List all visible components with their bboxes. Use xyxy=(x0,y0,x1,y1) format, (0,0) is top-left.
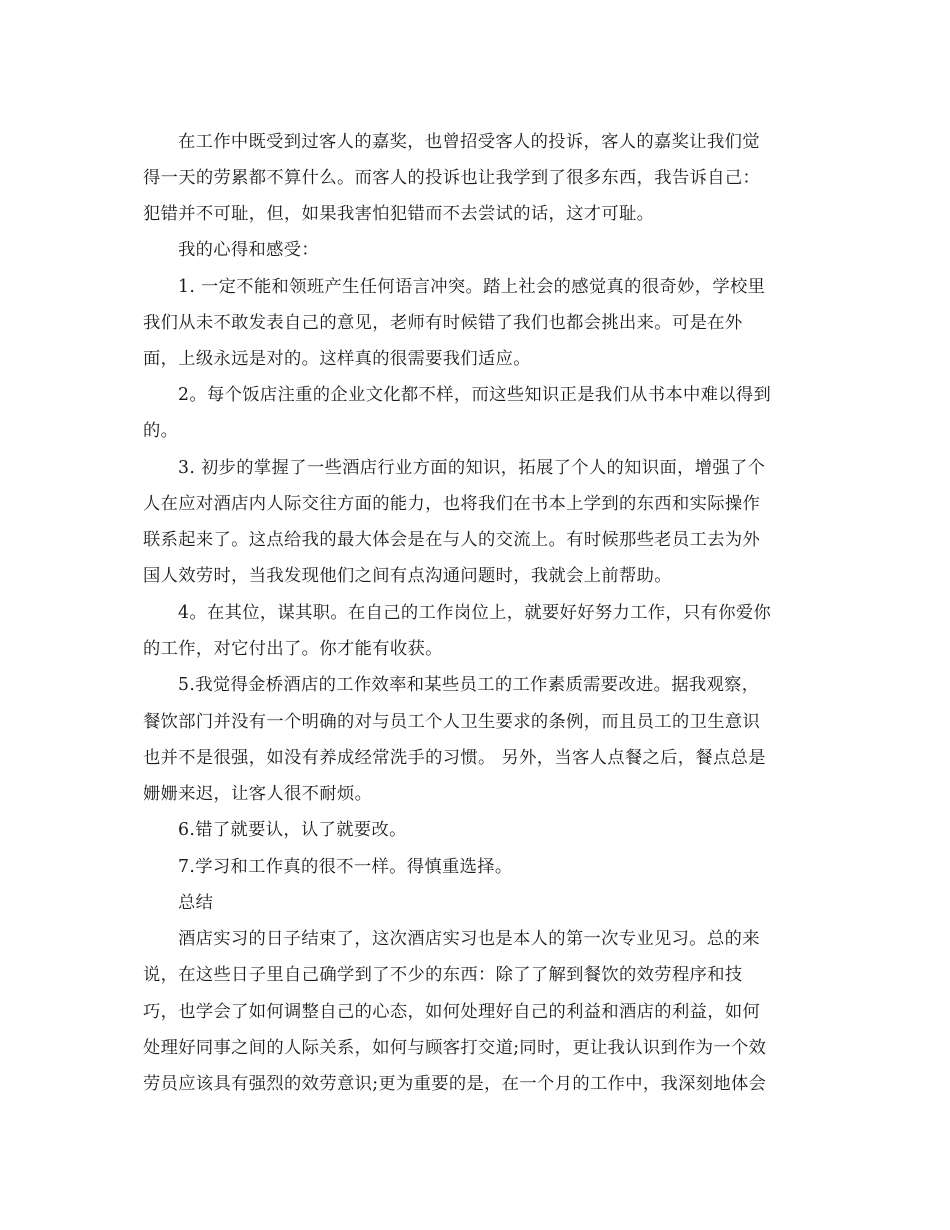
paragraph-line: 处理好同事之间的人际关系，如何与顾客打交道;同时，更让我认识到作为一个效 xyxy=(143,1038,767,1058)
list-item-line: 人在应对酒店内人际交往方面的能力，也将我们在书本上学到的东西和实际操作 xyxy=(143,494,761,514)
list-item-line: 的。 xyxy=(143,421,179,441)
list-item-line: 国人效劳时，当我发现他们之间有点沟通问题时，我就会上前帮助。 xyxy=(143,566,672,586)
paragraph-line: 犯错并不可耻，但，如果我害怕犯错而不去尝试的话，这才可耻。 xyxy=(143,204,655,224)
paragraph-line: 得一天的劳累都不算什么。而客人的投诉也让我学到了很多东西，我告诉自己： xyxy=(143,168,761,188)
list-item-line: 2。每个饭店注重的企业文化都不样，而这些知识正是我们从书本中难以得到 xyxy=(178,385,772,405)
list-item-line: 面，上级永远是对的。这样真的很需要我们适应。 xyxy=(143,349,531,369)
paragraph-line: 说，在这些日子里自己确学到了不少的东西：除了了解到餐饮的效劳程序和技 xyxy=(143,965,743,985)
list-item-line: 4。在其位，谋其职。在自己的工作岗位上，就要好好努力工作，只有你爱你 xyxy=(178,603,772,623)
paragraph-line: 酒店实习的日子结束了，这次酒店实习也是本人的第一次专业见习。总的来 xyxy=(178,929,760,949)
list-item-line: 我们从未不敢发表自己的意见，老师有时候错了我们也都会挑出来。可是在外 xyxy=(143,313,743,333)
list-item-line: 7.学习和工作真的很不一样。得慎重选择。 xyxy=(178,857,513,877)
list-item-line: 也并不是很强，如没有养成经常洗手的习惯。 另外，当客人点餐之后，餐点总是 xyxy=(143,748,766,768)
list-item-line: 姗姗来迟，让客人很不耐烦。 xyxy=(143,784,373,804)
list-item-line: 联系起来了。这点给我的最大体会是在与人的交流上。有时候那些老员工去为外 xyxy=(143,530,761,550)
list-item-line: 餐饮部门并没有一个明确的对与员工个人卫生要求的条例，而且员工的卫生意识 xyxy=(143,712,761,732)
paragraph-line: 在工作中既受到过客人的嘉奖，也曾招受客人的投诉，客人的嘉奖让我们觉 xyxy=(178,132,760,152)
list-item-line: 1. 一定不能和领班产生任何语言冲突。踏上社会的感觉真的很奇妙，学校里 xyxy=(178,277,766,297)
list-item-line: 3. 初步的掌握了一些酒店行业方面的知识，拓展了个人的知识面，增强了个 xyxy=(178,458,766,478)
section-heading: 我的心得和感受： xyxy=(178,240,320,260)
list-item-line: 5.我觉得金桥酒店的工作效率和某些员工的工作素质需要改进。据我观察， xyxy=(178,675,760,695)
paragraph-line: 巧，也学会了如何调整自己的心态，如何处理好自己的利益和酒店的利益，如何 xyxy=(143,1002,761,1022)
section-heading: 总结 xyxy=(178,893,214,913)
list-item-line: 6.错了就要认，认了就要改。 xyxy=(178,820,407,840)
paragraph-line: 劳员应该具有强烈的效劳意识;更为重要的是，在一个月的工作中，我深刻地体会 xyxy=(143,1074,767,1094)
list-item-line: 的工作，对它付出了。你才能有收获。 xyxy=(143,639,443,659)
